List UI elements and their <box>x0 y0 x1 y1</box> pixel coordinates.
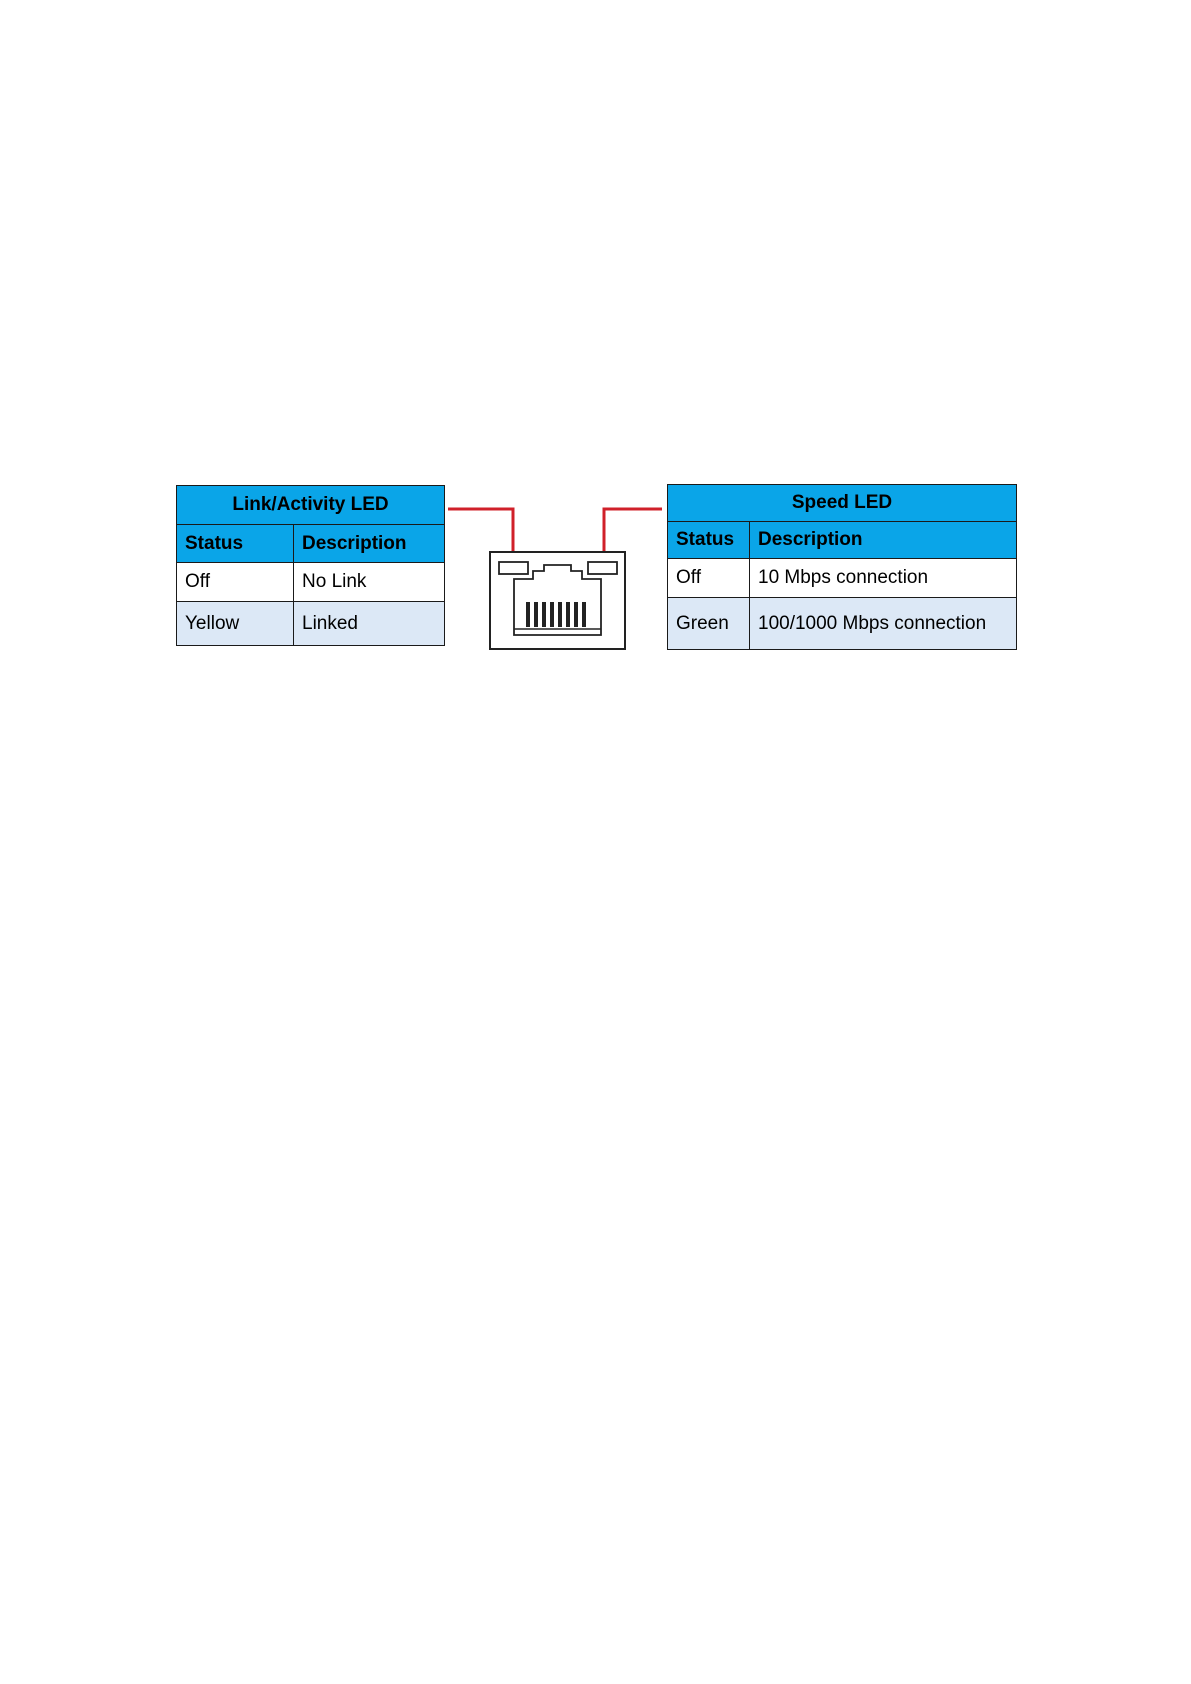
table-row <box>668 559 1017 598</box>
table-row <box>177 563 445 602</box>
speed-led-indicator <box>588 562 617 574</box>
status-column-header: Status <box>177 525 294 563</box>
description-cell: 10 Mbps connection <box>750 559 1017 598</box>
rj45-port-icon <box>440 495 680 655</box>
status-cell: Off <box>177 563 294 602</box>
link-activity-led-table <box>176 485 445 646</box>
status-column-header: Status <box>668 522 750 559</box>
status-cell: Yellow <box>177 602 294 646</box>
description-column-header: Description <box>750 522 1017 559</box>
link-activity-led-title: Link/Activity LED <box>177 486 445 525</box>
speed-led-title: Speed LED <box>668 485 1017 522</box>
speed-led-table <box>667 484 1017 650</box>
table-row <box>177 602 445 646</box>
status-cell: Green <box>668 598 750 650</box>
description-cell: 100/1000 Mbps connection <box>750 598 1017 650</box>
link-led-indicator <box>499 562 528 574</box>
description-column-header: Description <box>294 525 445 563</box>
description-cell: Linked <box>294 602 445 646</box>
table-row <box>668 598 1017 650</box>
description-cell: No Link <box>294 563 445 602</box>
status-cell: Off <box>668 559 750 598</box>
